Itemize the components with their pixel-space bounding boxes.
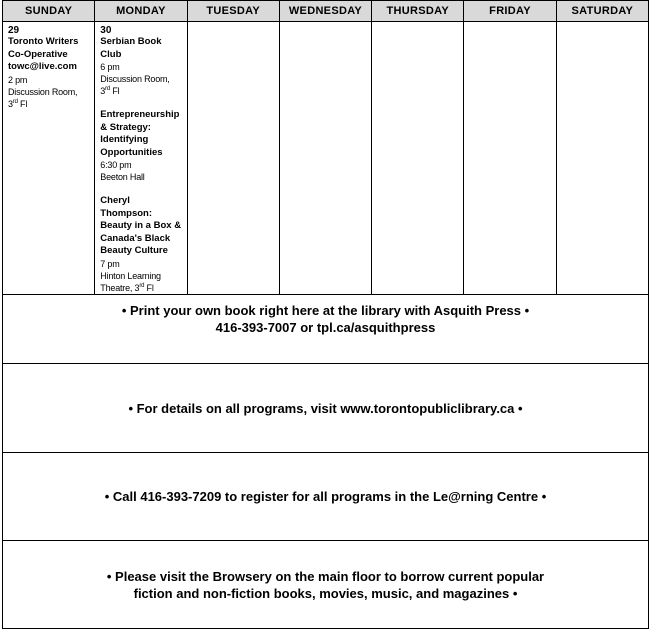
event-location: 3rd Fl	[8, 98, 28, 109]
day-cell-monday	[95, 22, 187, 295]
notice-asquith-press	[2, 275, 649, 364]
calendar-grid	[2, 0, 649, 295]
event-title: Identifying	[100, 134, 149, 145]
event-title: Opportunities	[100, 146, 163, 158]
event-title: Cheryl Thompson:	[100, 195, 152, 219]
event-title: Beauty in a Box &	[100, 220, 182, 231]
header-thursday: THURSDAY	[372, 1, 464, 22]
event-location: 3rd Fl	[100, 86, 120, 96]
event-title: Canada's Black	[100, 232, 171, 244]
event-title: Co-Operative	[8, 48, 68, 60]
header-friday: FRIDAY	[464, 1, 556, 22]
event-serbian-book-club	[100, 36, 182, 97]
event-time: 7 pm	[100, 258, 120, 269]
event-location: Hinton Learning	[100, 270, 161, 281]
weekday-header-row	[3, 1, 649, 22]
header-wednesday: WEDNESDAY	[279, 1, 371, 22]
day-cell-friday	[464, 22, 556, 295]
notice-line: fiction and non-fiction books, movies, music, and magazines •	[133, 585, 518, 601]
notice-program-details	[2, 364, 649, 453]
notice-browsery	[2, 541, 649, 629]
notice-line: • Print your own book right here at the library with Asquith Press •	[121, 303, 530, 318]
notice-line: 416-393-7007 or tpl.ca/asquithpress	[215, 320, 436, 335]
day-cell-thursday	[372, 22, 464, 295]
week-row	[3, 22, 649, 295]
event-title: Serbian Book Club	[100, 36, 162, 60]
date-number: 30	[100, 25, 112, 36]
event-location: Beeton Hall	[100, 172, 145, 182]
event-title: Beauty Culture	[100, 245, 168, 256]
notice-learning-centre	[2, 453, 649, 541]
event-title: Toronto Writers	[8, 36, 79, 47]
event-location: Discussion Room,	[8, 86, 78, 97]
header-monday: MONDAY	[95, 1, 187, 22]
event-time: 6:30 pm	[100, 160, 132, 170]
event-entrepreneurship	[100, 109, 182, 183]
day-cell-wednesday	[279, 22, 371, 295]
date-number: 29	[8, 25, 20, 36]
header-saturday: SATURDAY	[556, 1, 648, 22]
event-email: towc@live.com	[8, 61, 77, 72]
notice-line: • Please visit the Browsery on the main floor to borrow current popular	[106, 568, 545, 584]
event-location: Theatre, 3rd Fl	[100, 282, 154, 293]
event-time: 6 pm	[100, 62, 120, 72]
event-title: Entrepreneurship	[100, 109, 180, 120]
notice-line: • For details on all programs, visit www.torontopubliclibrary.ca •	[128, 400, 523, 416]
header-sunday: SUNDAY	[3, 1, 95, 22]
event-location: Discussion Room,	[100, 74, 170, 84]
event-title: & Strategy:	[100, 121, 151, 133]
event-time: 2 pm	[8, 74, 28, 85]
day-cell-sunday	[3, 22, 95, 295]
day-cell-saturday	[556, 22, 648, 295]
event-toronto-writers	[8, 36, 90, 110]
header-tuesday: TUESDAY	[187, 1, 279, 22]
day-cell-tuesday	[187, 22, 279, 295]
notice-line: • Call 416-393-7209 to register for all programs in the Le@rning Centre •	[104, 489, 547, 504]
